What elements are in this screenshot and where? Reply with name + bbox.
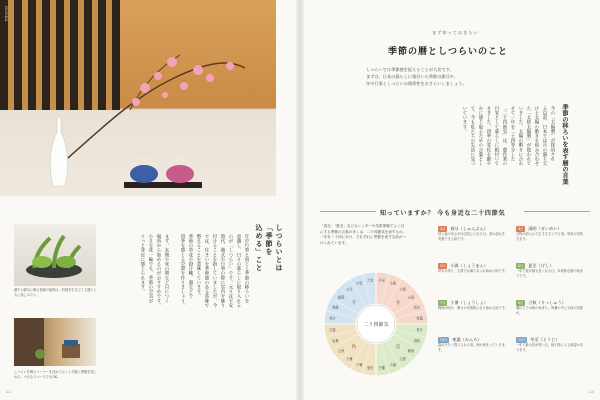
lead-line: 年中行事としつらいの関係性をおさらいしましょう。 [366,81,467,86]
season-term: 清明 [528,226,537,231]
column-line: 目安として暮らしに根付いて [494,106,499,166]
wheel-term-label: 啓蟄 [416,316,423,321]
season-term: 冬至 [530,337,539,342]
body-line: 場所から始めるのがおすすめです。 [156,234,161,308]
wheel-term-label: 立夏 [399,357,406,362]
wheel-term-label: 大雪 [367,278,374,283]
wheel-term-label: 芒種 [378,365,385,370]
season-text: 一年で昼が最も長くなる日。本格的な夏の始まりです。 [516,269,583,278]
season-text: 昼と夜の長さがほぼ同じになる日。春の訪れを実感できる頃です。 [438,232,505,241]
caption-corner: しつらいを飾るコーナーを決めておくと手軽に季節を楽しめる。小さなスペースでもOK。 [14,370,97,379]
season-item: 12月 冬至（とうじ） 一年で最も昼が短い日。柚子湯に入る風習があります。 [516,337,586,369]
body-line: 年中行事と同じく季節の移ろいを [244,234,249,303]
wheel-term-label: 春分 [416,327,423,332]
column-line: いました。太陽の動きに合わ [518,106,523,166]
season-term: 夏至 [528,263,537,268]
wheel-term-label: 小寒 [389,281,397,286]
season-badge: 7月 [440,301,446,305]
lead-line: まずは、日本の暮らしに根付いた季節の節目や、 [366,74,459,79]
wheel-term-label: 小暑 [355,362,363,367]
season-badge: 3月 [440,227,446,231]
photo-vertical-label: BUNKA [4,6,9,22]
section-title: 知っていますか？ 今も身近な二十四節気 [380,210,506,217]
wheel-term-label: 立冬 [346,287,353,292]
page-gutter [296,0,304,400]
body-line: ぐっと身近に感じられます。 [140,234,145,294]
wheel-term-label: 夏至 [367,365,374,370]
season-term: 寒露 [452,337,461,342]
hina-dolls [124,148,202,188]
body-line: 小さな花一輪でも、季節の空気が [148,234,153,303]
caption-iris: 端午の節句に飾る菖蒲の植物は、料理を引き立てる器とともに楽しみたい。 [14,288,97,297]
season-badge: 5月 [440,264,446,268]
column-line: る以前、日本では月の満ち欠 [542,106,547,166]
body-line: では、住まいを季節感のある装飾で [204,234,209,308]
season-reading: せいめい [540,226,558,231]
wheel-term-label: 大暑 [346,357,353,362]
season-text: 一年で最も昼が短い日。柚子湯に入る風習があります。 [516,343,583,352]
left-heading-line: 込める」こと [255,224,264,272]
column-line: て、今も私たちの生活に息づ [470,106,475,166]
season-term: 立秋 [528,300,537,305]
page-number-left: 22 [6,389,12,394]
wheel-season-label: 冬 [351,301,357,306]
season-text: 草木が茂り、生命力が満ちあふれ始める頃です。 [438,269,508,273]
wheel-term-label: 大寒 [399,287,406,292]
season-item: 8月 立秋（りっしゅう） 暦の上では秋の始まり。残暑の中にも秋の気配が。 [516,300,586,332]
wheel-center-label: 二十四節気 [363,322,389,328]
body-line: 付けることを指していましたが、今 [212,234,217,308]
season-reading: げし [540,263,550,268]
page-number-right: 23 [588,389,594,394]
season-reading: とうじ [542,337,556,342]
lead-line: しつらいでは季節感を捉えることが大切です。 [366,67,454,72]
iris-plant-photo [14,224,96,286]
left-heading-line: 「季節を [265,224,274,256]
season-reading: しゅんぶん [462,226,484,231]
wheel-term-label: 小雪 [355,281,363,286]
season-reading: りっしゅう [540,300,562,305]
column-line: 今の「太陽暦」が採用され [550,106,555,162]
section-rule-left [320,211,376,212]
wheel-term-label: 霜降 [337,295,345,300]
wheel-term-label: 処暑 [332,339,339,344]
wheel-term-label: 清明 [413,339,420,344]
body-line: 四季を感じる空間を作りましょう。 [180,234,185,308]
season-item: 3月 春分（しゅんぶん） 昼と夜の長さがほぼ同じになる日。春の訪れを実感できる頃です。 [438,226,508,258]
season-term: 春分 [450,226,459,231]
left-heading [254,224,284,272]
intro-line: にする季節の言葉の多くは、二十四節気を表すもの。 [320,229,407,234]
season-item: 7月 小暑（しょうしょ） 梅雨が明け、暑さが本格的になり始める頃です。 [438,300,508,310]
column-line: かに感じ取るための言葉とし [478,106,483,166]
wheel-term-label: 小満 [389,362,397,367]
column-line: いています。 [462,106,467,134]
season-text: 露が冷たく感じられる頃。秋が深まっていきます。 [438,343,505,352]
white-vase [48,118,70,188]
season-term-grid [438,226,588,374]
season-badge: 4月 [518,227,524,231]
season-badge: 6月 [518,264,524,268]
wheel-term-label: 寒露 [332,305,339,310]
column-line: せて一年を二十四等分した [510,106,515,162]
left-heading-line: しつらいとは [275,224,284,272]
wheel-season-label: 夏 [395,345,401,350]
season-item: 4月 清明（せいめい） 万物が清らかで生き生きとする頃。草花が芽吹きます。 [516,226,586,258]
season-term: 小暑 [450,300,459,305]
column-line: きました。四季の変化を細や [486,106,491,166]
season-reading: しょうまん [462,263,484,268]
column-line: た「太陰太陽暦」が使われて [526,106,531,166]
section-rule-right [524,211,590,212]
corner-display-photo [14,318,96,366]
wheel-season-label: 春 [395,301,401,306]
page-title: 季節の暦としつらいのこと [388,47,509,57]
hero-photo [0,0,276,196]
body-line: 整えることを意味しています。 [196,234,201,299]
body-line: まず、玄関や床の間など目につく [164,234,169,303]
season-text: 暦の上では秋の始まり。残暑の中にも秋の気配が。 [516,306,583,315]
lead-text [366,66,546,87]
wheel-term-label: 白露 [329,327,336,332]
season-text: 梅雨が明け、暑さが本格的になり始める頃です。 [438,306,508,310]
season-item: 6月 夏至（げし） 一年で昼が最も長くなる日。本格的な夏の始まりです。 [516,263,586,295]
body-line: のが「しつらい」です。元々は平安 [228,234,233,308]
body-line: 季節の草花や掛け軸、器などで [188,234,193,299]
intro-line: 一年を二十四に分け、それぞれに季節を表す名前がつ [320,235,407,240]
column-line: けと太陽の動きを組み合わせ [534,106,539,166]
season-badge: 12月 [518,338,526,342]
intro-text [320,224,422,246]
season-item: 5月 小満（しょうまん） 草木が茂り、生命力が満ちあふれ始める頃です。 [438,263,508,273]
wheel-term-label: 秋分 [329,316,336,321]
wheel-term-label: 雨水 [413,305,420,310]
season-term: 小満 [450,263,459,268]
wheel-term-label: 穀雨 [407,348,415,353]
intro-line: 「春分」「夏至」などカレンダーや気象情報でよく目 [320,224,405,228]
season-text: 万物が清らかで生き生きとする頃。草花が芽吹きます。 [516,232,583,241]
season-reading: かんろ [464,337,478,342]
column-heading: 季節の移ろいを表す暦の言葉 [561,104,568,185]
season-badge: 8月 [518,301,524,305]
wheel-season-label: 秋 [351,345,357,350]
season-reading: しょうしょ [462,300,484,305]
body-line: 意識し、日々の暮らしに取り入れる [236,234,241,308]
season-badge: 10月 [440,338,448,342]
solar-terms-wheel [322,270,430,378]
column-line: 「二十四節気」は、農作業の [502,106,507,166]
intro-line: けられています。 [320,240,349,245]
wheel-term-label: 立秋 [337,348,345,353]
title-tag: まず知っておきたい [432,30,479,35]
body-line: 時代、儀式や行事の際に室内を飾り [220,234,225,308]
wheel-term-label: 冬至 [378,278,385,283]
wheel-term-label: 立春 [407,295,415,300]
season-item: 10月 寒露（かんろ） 露が冷たく感じられる頃。秋が深まっていきます。 [438,337,508,369]
